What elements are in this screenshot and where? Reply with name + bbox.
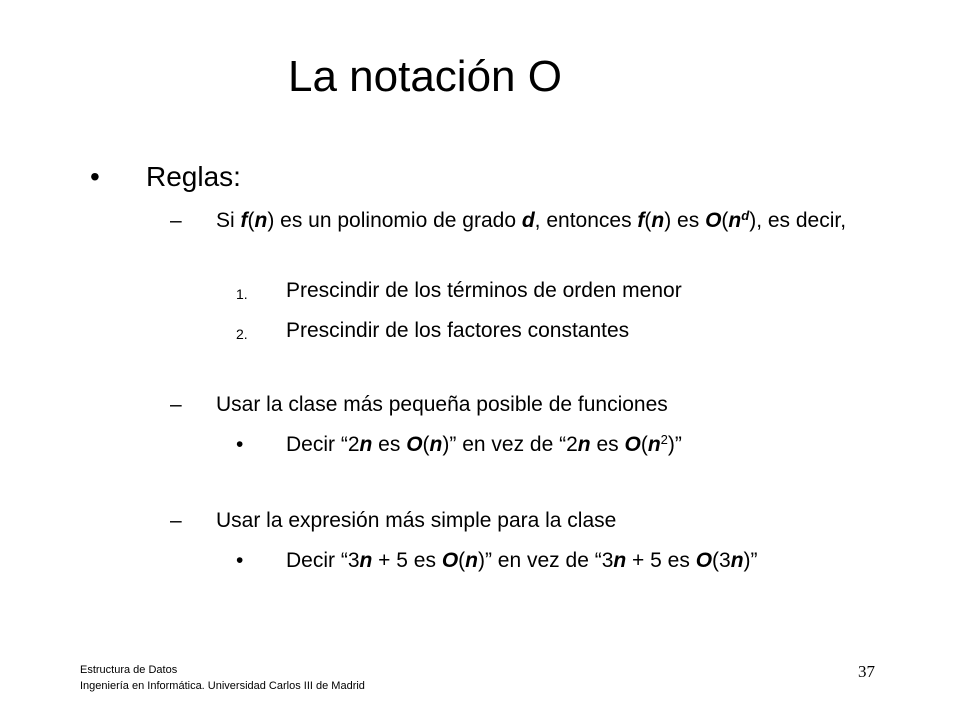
dash-item-text: Si f(n) es un polinomio de grado d, entonces f(n) es $O(n^d)$, es decir, xyxy=(216,207,847,232)
item-number: 1. xyxy=(236,286,248,302)
slide-title: La notación O xyxy=(288,52,562,101)
bullet-marker: • xyxy=(90,161,100,192)
item-number: 2. xyxy=(236,326,248,342)
sub-bullet-text: Decir “2n es O(n)” en vez de “2n es $O(n^2)$” xyxy=(286,431,682,456)
footer xyxy=(80,662,365,694)
sub-bullet-text: Decir “3n + 5 es O(n)” en vez de “3n + 5 es O(3n)” xyxy=(286,549,758,572)
bullet-marker: • xyxy=(236,549,244,572)
dash-marker: – xyxy=(170,393,182,416)
numbered-item-text: Prescindir de los términos de orden menor xyxy=(286,279,682,302)
footer-institution: Ingeniería en Informática. Universidad Carlos III de Madrid xyxy=(80,680,365,692)
footer-course: Estructura de Datos xyxy=(80,664,178,676)
bullet-marker: • xyxy=(236,433,244,456)
dash-marker: – xyxy=(170,209,182,232)
dash-marker: – xyxy=(170,509,182,532)
rules-label: Reglas: xyxy=(146,161,241,192)
dash-item-text: Usar la clase más pequeña posible de funciones xyxy=(216,393,668,416)
numbered-item-text: Prescindir de los factores constantes xyxy=(286,319,630,342)
page-number: 37 xyxy=(858,662,875,681)
dash-item-text: Usar la expresión más simple para la clase xyxy=(216,509,617,532)
